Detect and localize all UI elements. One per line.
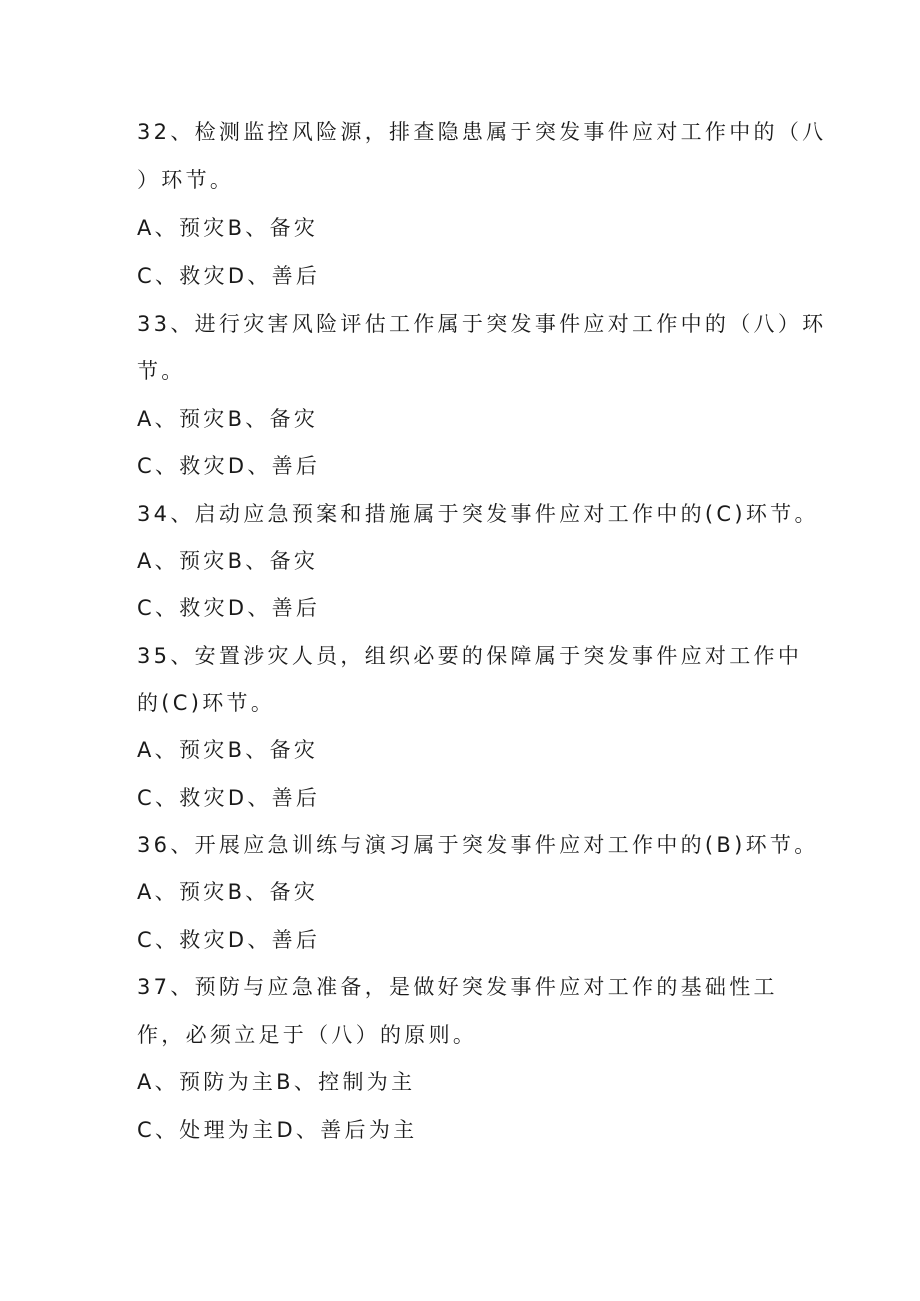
question-36-stem-line-1: 36、开展应急训练与演习属于突发事件应对工作中的(B)环节。 — [137, 833, 819, 857]
question-35-option-cd: C、救灾D、善后 — [137, 786, 321, 810]
question-35-stem-line-1: 35、安置涉灾人员，组织必要的保障属于突发事件应对工作中 — [137, 644, 803, 668]
question-33-option-ab: A、预灾B、备灾 — [137, 407, 319, 431]
question-32-stem-line-1: 32、检测监控风险源，排查隐患属于突发事件应对工作中的（八 — [137, 120, 827, 144]
question-37-option-cd: C、处理为主D、善后为主 — [137, 1118, 418, 1142]
question-33-stem-line-2: 节。 — [137, 359, 186, 383]
question-32-option-cd: C、救灾D、善后 — [137, 264, 321, 288]
question-34-stem-line-1: 34、启动应急预案和措施属于突发事件应对工作中的(C)环节。 — [137, 502, 819, 526]
question-32-option-ab: A、预灾B、备灾 — [137, 216, 319, 240]
question-35-option-ab: A、预灾B、备灾 — [137, 738, 319, 762]
question-35-stem-line-2: 的(C)环节。 — [137, 691, 276, 715]
question-32-stem-line-2: ）环节。 — [137, 168, 235, 192]
question-33-stem-line-1: 33、进行灾害风险评估工作属于突发事件应对工作中的（八）环 — [137, 312, 827, 336]
question-36-option-ab: A、预灾B、备灾 — [137, 880, 319, 904]
question-33-option-cd: C、救灾D、善后 — [137, 454, 321, 478]
question-34-option-cd: C、救灾D、善后 — [137, 596, 321, 620]
question-34-option-ab: A、预灾B、备灾 — [137, 549, 319, 573]
question-37-option-ab: A、预防为主B、控制为主 — [137, 1070, 416, 1094]
question-37-stem-line-2: 作，必须立足于（八）的原则。 — [137, 1023, 478, 1047]
question-36-option-cd: C、救灾D、善后 — [137, 928, 321, 952]
question-37-stem-line-1: 37、预防与应急准备，是做好突发事件应对工作的基础性工 — [137, 975, 778, 999]
